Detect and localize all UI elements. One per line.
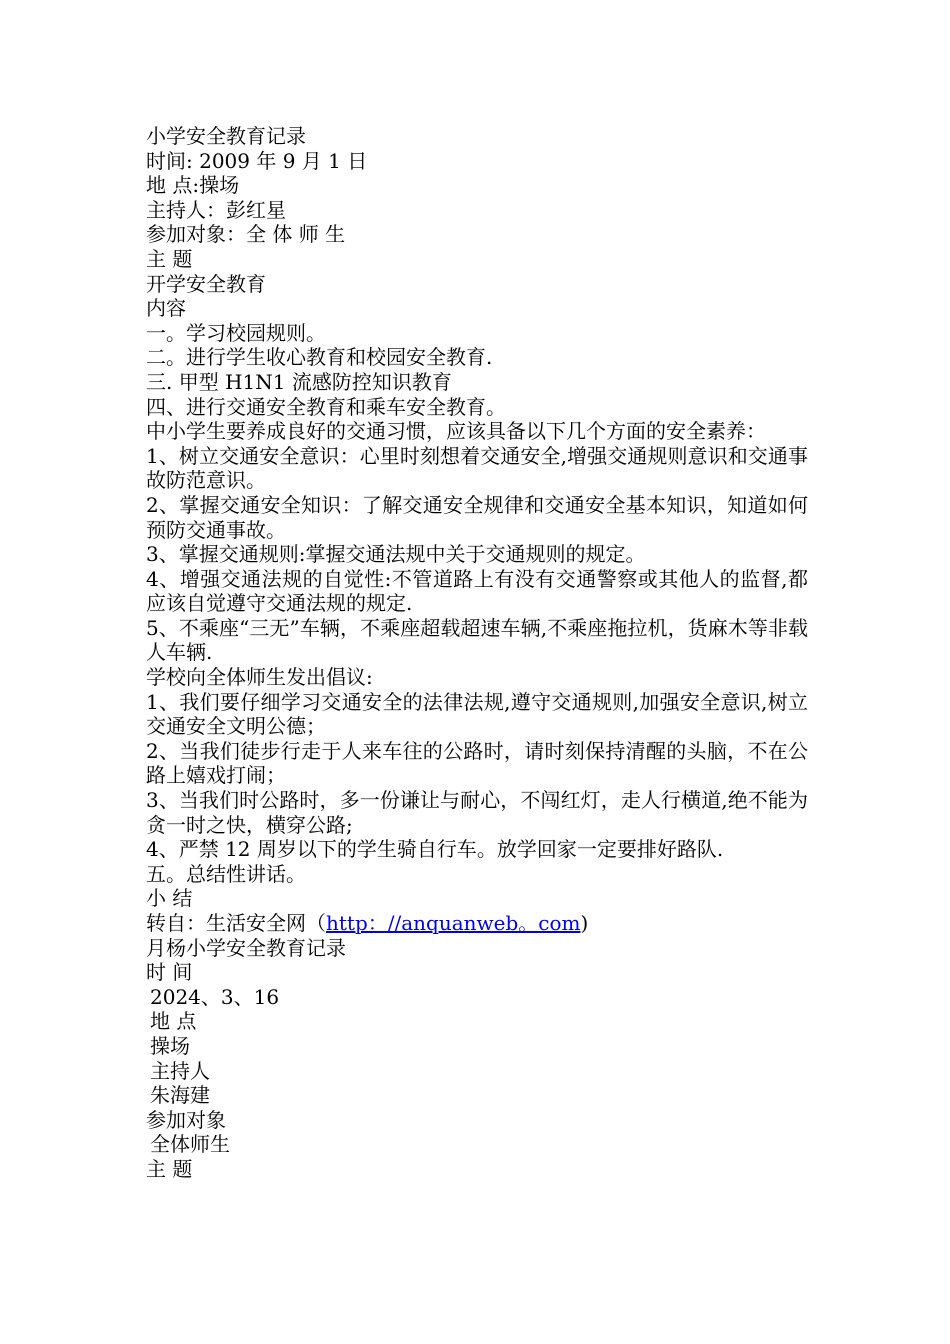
summary-label: 小 结 <box>146 886 193 911</box>
rule-item: 5、不乘座“三无”车辆，不乘座超载超速车辆,不乘座拖拉机，货麻木等非载人车辆. <box>146 615 808 665</box>
theme-label: 主 题 <box>146 246 193 271</box>
time-value-2: 2024、3、16 <box>150 984 280 1009</box>
attendees-value-2: 全体师生 <box>150 1132 230 1157</box>
place-label-2: 地 点 <box>150 1009 197 1034</box>
source-line <box>146 911 808 936</box>
record-time: 时间: 2009 年 9 月 1 日 <box>146 148 368 173</box>
content-item-3: 三. 甲型 H1N1 流感防控知识教育 <box>146 369 452 394</box>
proposal-item: 3、当我们时公路时，多一份谦让与耐心，不闯红灯，走人行横道,绝不能为贪一时之快，横穿公路; <box>146 788 808 837</box>
record-title: 小学安全教育记录 <box>146 124 306 148</box>
source-suffix: ) <box>580 911 589 935</box>
record-attendees: 参加对象：全 体 师 生 <box>146 222 346 247</box>
host-label-2: 主持人 <box>150 1058 210 1083</box>
content-item-5: 五。总结性讲话。 <box>146 861 306 886</box>
time-label-2: 时 间 <box>146 960 193 985</box>
attendees-label-2: 参加对象 <box>146 1107 226 1132</box>
rule-item: 4、增强交通法规的自觉性:不管道路上有没有交通警察或其他人的监督,都应该自觉遵守交通法规的规定. <box>146 566 808 616</box>
rule-item: 3、掌握交通规则:掌握交通法规中关于交通规则的规定。 <box>146 542 646 567</box>
rule-item: 2、掌握交通安全知识：了解交通安全规律和交通安全基本知识，知道如何预防交通事故。 <box>146 492 808 542</box>
theme-text: 开学安全教育 <box>146 271 266 296</box>
document-body <box>146 124 808 1182</box>
source-link[interactable]: http：//anquanweb。com <box>326 911 581 935</box>
record-title-2: 月杨小学安全教育记录 <box>146 935 346 960</box>
proposal-item: 2、当我们徒步行走于人来车往的公路时，请时刻保持清醒的头脑，不在公路上嬉戏打闹； <box>146 738 808 788</box>
content-item-2: 二。进行学生收心教育和校园安全教育. <box>146 345 493 370</box>
content-label: 内容 <box>146 296 186 321</box>
rule-item: 1、树立交通安全意识：心里时刻想着交通安全,增强交通规则意识和交通事故防范意识。 <box>146 443 808 493</box>
safety-intro: 中小学生要养成良好的交通习惯，应该具备以下几个方面的安全素养： <box>146 419 766 444</box>
record-place: 地 点:操场 <box>146 173 240 198</box>
proposal-item: 1、我们要仔细学习交通安全的法律法规,遵守交通规则,加强安全意识,树立交通安全文明公德； <box>146 689 808 739</box>
theme-label-2: 主 题 <box>146 1156 193 1181</box>
proposal-item: 4、严禁 12 周岁以下的学生骑自行车。放学回家一定要排好路队. <box>146 837 724 862</box>
place-value-2: 操场 <box>150 1033 190 1058</box>
host-value-2: 朱海建 <box>150 1083 210 1108</box>
record-host: 主持人：彭红星 <box>146 197 286 222</box>
proposal-intro: 学校向全体师生发出倡议: <box>146 665 373 690</box>
content-item-4: 四、进行交通安全教育和乘车安全教育。 <box>146 394 506 419</box>
content-item-1: 一。学习校园规则。 <box>146 320 326 345</box>
source-prefix: 转自：生活安全网（ <box>146 911 326 935</box>
